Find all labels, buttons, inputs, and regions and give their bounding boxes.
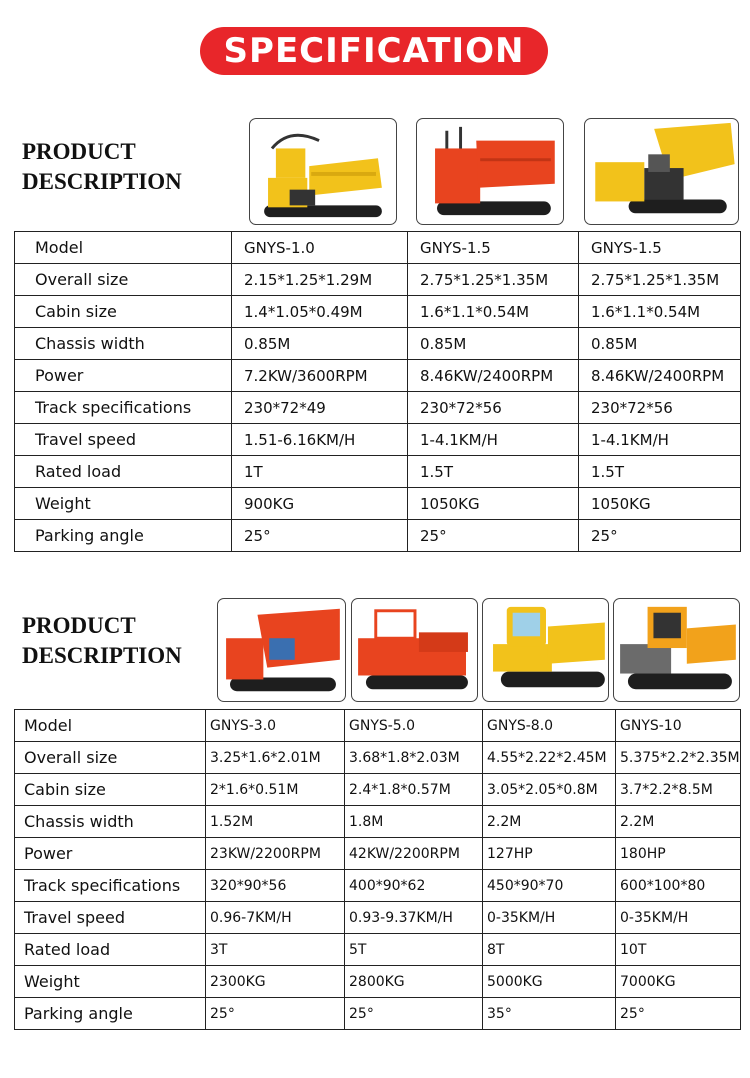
spec-row	[15, 424, 741, 456]
spec-label: Rated load	[15, 934, 206, 966]
spec-value: 1-4.1KM/H	[408, 424, 579, 456]
spec-value: 23KW/2200RPM	[206, 838, 345, 870]
spec-value: 3T	[206, 934, 345, 966]
spec-value: 2.2M	[483, 806, 616, 838]
grey-cab-crawler-dumper-image	[614, 599, 739, 701]
product-photo-gnys-5.0	[351, 598, 478, 702]
product-description-heading-2	[22, 611, 182, 671]
spec-row	[15, 806, 741, 838]
spec-value: 127HP	[483, 838, 616, 870]
spec-label: Model	[15, 710, 206, 742]
spec-value: 600*100*80	[616, 870, 741, 902]
spec-row	[15, 360, 741, 392]
product-description-heading-1	[22, 137, 182, 197]
spec-label: Chassis width	[15, 328, 232, 360]
spec-row	[15, 264, 741, 296]
spec-row	[15, 392, 741, 424]
spec-value: GNYS-5.0	[345, 710, 483, 742]
spec-label: Overall size	[15, 742, 206, 774]
spec-row	[15, 998, 741, 1030]
spec-value: 4.55*2.22*2.45M	[483, 742, 616, 774]
heading-line-1: PRODUCT	[22, 613, 136, 638]
spec-value: 7.2KW/3600RPM	[232, 360, 408, 392]
spec-row	[15, 934, 741, 966]
spec-value: 8.46KW/2400RPM	[579, 360, 741, 392]
spec-value: 8.46KW/2400RPM	[408, 360, 579, 392]
spec-value: 0.85M	[408, 328, 579, 360]
spec-value: 1.8M	[345, 806, 483, 838]
spec-value: GNYS-1.5	[408, 232, 579, 264]
spec-value: 3.7*2.2*8.5M	[616, 774, 741, 806]
spec-value: 0.93-9.37KM/H	[345, 902, 483, 934]
spec-label: Power	[15, 360, 232, 392]
spec-value: 1050KG	[579, 488, 741, 520]
spec-value: 3.68*1.8*2.03M	[345, 742, 483, 774]
product-photo-gnys-1.5-yellow	[584, 118, 739, 225]
spec-value: 25°	[206, 998, 345, 1030]
spec-value: 2.75*1.25*1.35M	[408, 264, 579, 296]
spec-value: 1.5T	[408, 456, 579, 488]
spec-label: Weight	[15, 966, 206, 998]
spec-label: Rated load	[15, 456, 232, 488]
spec-row	[15, 838, 741, 870]
spec-value: 25°	[232, 520, 408, 552]
spec-value: 7000KG	[616, 966, 741, 998]
spec-label: Travel speed	[15, 902, 206, 934]
spec-label: Track specifications	[15, 392, 232, 424]
spec-row	[15, 296, 741, 328]
spec-value: 1.52M	[206, 806, 345, 838]
spec-table-1	[14, 231, 741, 552]
spec-value: 1.4*1.05*0.49M	[232, 296, 408, 328]
spec-row	[15, 742, 741, 774]
spec-value: 8T	[483, 934, 616, 966]
spec-row	[15, 232, 741, 264]
spec-value: GNYS-1.5	[579, 232, 741, 264]
spec-value: 2.4*1.8*0.57M	[345, 774, 483, 806]
spec-value: 2.15*1.25*1.29M	[232, 264, 408, 296]
spec-value: 5T	[345, 934, 483, 966]
spec-value: 0-35KM/H	[616, 902, 741, 934]
spec-value: 0.85M	[579, 328, 741, 360]
spec-value: 2*1.6*0.51M	[206, 774, 345, 806]
spec-value: 1.6*1.1*0.54M	[579, 296, 741, 328]
spec-value: 1T	[232, 456, 408, 488]
spec-value: 1.6*1.1*0.54M	[408, 296, 579, 328]
spec-value: 230*72*56	[408, 392, 579, 424]
spec-label: Chassis width	[15, 806, 206, 838]
spec-value: 10T	[616, 934, 741, 966]
yellow-crawler-dumper-image	[250, 119, 396, 224]
product-photo-gnys-1.0	[249, 118, 397, 225]
spec-label: Cabin size	[15, 774, 206, 806]
spec-label: Parking angle	[15, 998, 206, 1030]
spec-value: 230*72*56	[579, 392, 741, 424]
spec-row	[15, 520, 741, 552]
spec-value: 1.5T	[579, 456, 741, 488]
spec-row	[15, 774, 741, 806]
red-crawler-dumper-image	[218, 599, 345, 701]
spec-label: Track specifications	[15, 870, 206, 902]
spec-label: Cabin size	[15, 296, 232, 328]
spec-value: 25°	[616, 998, 741, 1030]
spec-value: 320*90*56	[206, 870, 345, 902]
spec-table-2	[14, 709, 741, 1030]
spec-value: 0-35KM/H	[483, 902, 616, 934]
yellow-cab-crawler-dumper-image	[483, 599, 608, 701]
heading-line-2: DESCRIPTION	[22, 643, 182, 668]
specification-banner: SPECIFICATION	[200, 27, 548, 75]
spec-row	[15, 870, 741, 902]
spec-value: 180HP	[616, 838, 741, 870]
spec-value: 450*90*70	[483, 870, 616, 902]
spec-value: 230*72*49	[232, 392, 408, 424]
yellow-seated-crawler-dumper-image	[585, 119, 738, 224]
product-photo-gnys-3.0	[217, 598, 346, 702]
spec-value: 2800KG	[345, 966, 483, 998]
spec-label: Overall size	[15, 264, 232, 296]
spec-value: 42KW/2200RPM	[345, 838, 483, 870]
product-photo-gnys-1.5-red	[416, 118, 564, 225]
spec-value: 0.85M	[232, 328, 408, 360]
spec-value: 25°	[408, 520, 579, 552]
spec-row	[15, 456, 741, 488]
spec-label: Travel speed	[15, 424, 232, 456]
spec-value: 0.96-7KM/H	[206, 902, 345, 934]
spec-value: 2300KG	[206, 966, 345, 998]
spec-value: GNYS-10	[616, 710, 741, 742]
heading-line-1: PRODUCT	[22, 139, 136, 164]
spec-row	[15, 902, 741, 934]
spec-value: 400*90*62	[345, 870, 483, 902]
spec-label: Parking angle	[15, 520, 232, 552]
spec-value: 5.375*2.2*2.35M	[616, 742, 741, 774]
spec-row	[15, 328, 741, 360]
spec-label: Model	[15, 232, 232, 264]
spec-value: 1.51-6.16KM/H	[232, 424, 408, 456]
spec-value: GNYS-1.0	[232, 232, 408, 264]
spec-row	[15, 488, 741, 520]
spec-value: 5000KG	[483, 966, 616, 998]
spec-value: 1-4.1KM/H	[579, 424, 741, 456]
spec-label: Power	[15, 838, 206, 870]
red-crawler-dumper-image	[417, 119, 563, 224]
spec-label: Weight	[15, 488, 232, 520]
spec-value: 2.75*1.25*1.35M	[579, 264, 741, 296]
spec-value: 3.05*2.05*0.8M	[483, 774, 616, 806]
heading-line-2: DESCRIPTION	[22, 169, 182, 194]
spec-value: 1050KG	[408, 488, 579, 520]
product-photo-gnys-8.0	[482, 598, 609, 702]
spec-value: 25°	[345, 998, 483, 1030]
red-crawler-dumper-image	[352, 599, 477, 701]
spec-value: GNYS-8.0	[483, 710, 616, 742]
spec-value: 35°	[483, 998, 616, 1030]
spec-value: 3.25*1.6*2.01M	[206, 742, 345, 774]
product-photo-gnys-10	[613, 598, 740, 702]
spec-value: 900KG	[232, 488, 408, 520]
spec-row	[15, 966, 741, 998]
spec-row	[15, 710, 741, 742]
spec-value: 25°	[579, 520, 741, 552]
spec-value: 2.2M	[616, 806, 741, 838]
spec-value: GNYS-3.0	[206, 710, 345, 742]
